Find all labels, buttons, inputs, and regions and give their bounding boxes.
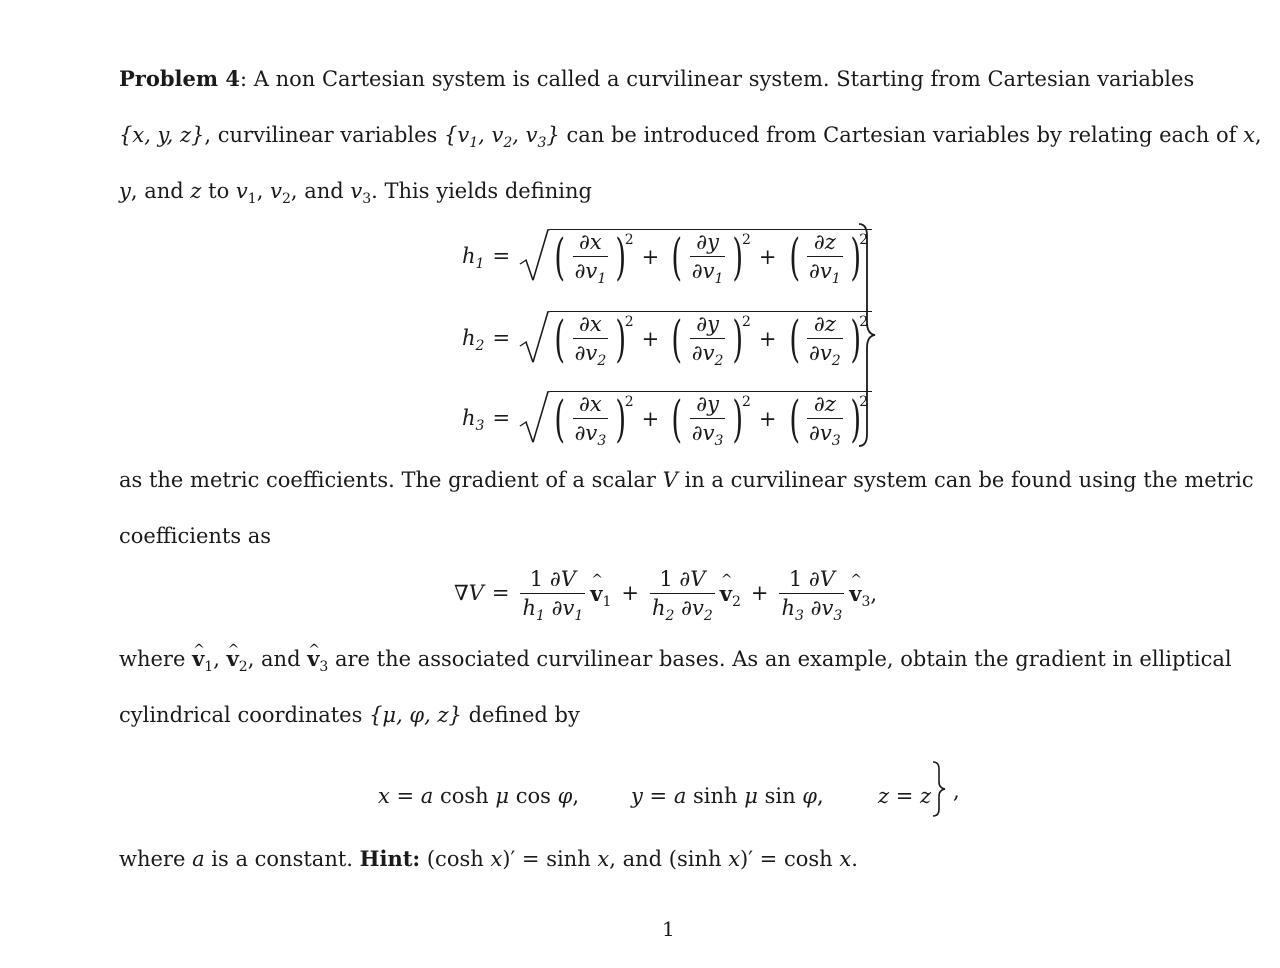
- coeff-as-line: coefficients as: [119, 524, 272, 548]
- h1-sqrt: ( $\frac{\partial x}{\partial v_1}$ ) 2 + ( $\frac{\partial y}{\partial v_1}$ ) 2 + ( $\frac{\partial z}{\partial v_1}$ ) 2: [518, 229, 872, 283]
- intro-line-2: {x, y, z}, curvilinear variables {$v_1$, $v_2$, $v_3$} can be introduced from Cartesian variables by relating each of x,: [119, 123, 1262, 151]
- after-metric-line: as the metric coefficients. The gradient of a scalar V in a curvilinear system can be found using the metric: [119, 468, 1254, 492]
- intro-text-1: : A non Cartesian system is called a curvilinear system. Starting from Cartesian variables: [240, 67, 1195, 91]
- h2-sqrt: ( $\frac{\partial x}{\partial v_2}$ ) 2 + ( $\frac{\partial y}{\partial v_2}$ ) 2 + ( $\frac{\partial z}{\partial v_2}$ ) 2: [518, 311, 872, 365]
- elliptical-y: y = a sinh μ sin φ,: [631, 784, 824, 808]
- elliptical-z: z = z: [878, 784, 932, 808]
- bases-line-2: cylindrical coordinates {μ, φ, z} defined by: [119, 703, 580, 727]
- gradient-term-1: $\frac{1 \partial V}{h_1 \partial v_1}$: [522, 566, 584, 624]
- h2-label: $h_2$: [462, 326, 485, 354]
- curvilinear-set: {$v_1$, $v_2$, $v_3$}: [443, 123, 560, 151]
- hint-line: where a is a constant. Hint: (cosh x)′ = sinh x, and (sinh x)′ = cosh x.: [119, 846, 858, 871]
- page-number: 1: [662, 917, 675, 941]
- elliptical-tail: ,: [953, 779, 960, 803]
- metric-h1: $h_1$ = ( $\frac{\partial x}{\partial v_1}$ ) 2 + ( $\frac{\partial y}{\partial v_1}$ ) 2 + ( $\frac{\partial z}{\partial v_1}$ ) 2: [462, 218, 872, 294]
- h3-label: $h_3$: [462, 406, 485, 434]
- metric-h3: $h_3$ = ( $\frac{\partial x}{\partial v_3}$ ) 2 + ( $\frac{\partial y}{\partial v_3}$ ) 2 + ( $\frac{\partial z}{\partial v_3}$ ) 2: [462, 380, 872, 456]
- h3-sqrt: ( $\frac{\partial x}{\partial v_3}$ ) 2 + ( $\frac{\partial y}{\partial v_3}$ ) 2 + ( $\frac{\partial z}{\partial v_3}$ ) 2: [518, 391, 872, 445]
- elliptical-x: x = a cosh μ cos φ,: [378, 784, 579, 808]
- intro-line-1: [119, 66, 1194, 92]
- bases-line-1: where ^ $v_1$, ^ $v_2$, and ^ $v_3$ are the associated curvilinear bases. As an example, obtain the gradient in elliptical: [119, 646, 1232, 672]
- intro-line-3: y, and z to $v_1$, $v_2$, and $v_3$. This yields defining: [119, 179, 592, 207]
- gradient-lhs: ∇V: [454, 581, 484, 605]
- cartesian-set: {x, y, z}: [119, 123, 205, 147]
- h1-label: $h_1$: [462, 244, 485, 272]
- gradient-equation: ∇V = $\frac{1 \partial V}{h_1 \partial v_1}$ ^ $v_1$ + $\frac{1 \partial V}{h_2 \partial v_2}$ ^ $v_2$ + $\frac{1 \partial V}{h_3 \partial v_3}$ ^ $v_3$,: [454, 562, 879, 624]
- hint-label: Hint:: [359, 846, 421, 871]
- metric-h2: $h_2$ = ( $\frac{\partial x}{\partial v_2}$ ) 2 + ( $\frac{\partial y}{\partial v_2}$ ) 2 + ( $\frac{\partial z}{\partial v_2}$ ) 2: [462, 300, 872, 376]
- gradient-term-2: $\frac{1 \partial V}{h_2 \partial v_2}$: [651, 566, 713, 624]
- gradient-term-3: $\frac{1 \partial V}{h_3 \partial v_3}$: [781, 566, 843, 624]
- right-brace-icon: [856, 222, 878, 448]
- right-brace-small-icon: [930, 760, 950, 818]
- problem-label: Problem 4: [119, 66, 241, 91]
